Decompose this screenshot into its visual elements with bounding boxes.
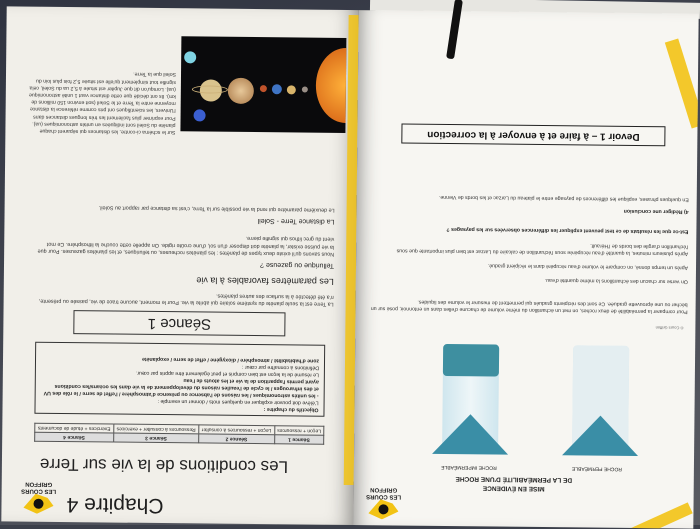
planet-shape	[260, 85, 267, 92]
paragraph: Après plusieurs minutes, la quantité d'eau récupérée sous l'échantillon de calcaire du Larzac est bien plus importante que sous l'échantillon d'argile des bords de l'Hérault.	[396, 242, 689, 257]
objectives-intro: L'élève doit pouvoir expliquer en quelques mots / donner un exemple :	[157, 397, 319, 406]
label-impermeable: ROCHE IMPERMÉABLE	[441, 463, 497, 471]
planet-shape	[272, 84, 282, 94]
saturn-ring-shape	[192, 85, 228, 93]
planet-shape	[302, 86, 308, 92]
section-heading: Les paramètres favorables à la vie	[196, 275, 334, 287]
question-text: En quelques phrases, explique les différences de paysage entre le plateau du Larzac et les bords de Vienne.	[438, 193, 689, 203]
funnel-permeable	[562, 415, 638, 456]
lessons-cell: Leçon + ressources à consulter	[199, 425, 275, 435]
sun-shape	[316, 48, 347, 124]
paragraph: Après un temps donné, on compare le volume d'eau récupéré dans le récipient gradué.	[487, 262, 689, 271]
question: Est-ce que les résultats de ce test peuvent expliquer les différences observées sur les paysages ?	[446, 226, 689, 235]
lessons-header: Séance 2	[199, 434, 275, 444]
paragraph: Pour comparer la perméabilité de deux roches, on met un échantillon du même volume de chacune d'elles dans un entonnoir, posé sur un bécher ou une éprouvette graduée. Ce sont des récipients gradués qui permettent de mesurer le volume des liquides.	[370, 298, 688, 315]
objectives-summary: Le résumé de la leçon est bien compris et peut également être appris par cœur.	[136, 369, 319, 378]
open-book	[1, 6, 698, 528]
planet-shape	[184, 51, 196, 63]
griffon-logo-mark	[368, 499, 398, 519]
lessons-cell: Leçon + ressources	[274, 426, 324, 436]
lessons-header: Séance 3	[113, 433, 198, 443]
griffon-logo	[363, 485, 403, 519]
left-page	[1, 6, 358, 525]
objectives-heading: Objectifs du chapitre :	[263, 406, 319, 413]
paragraph: Nous savons qu'il existe deux types de planètes : les planètes rocheuses, ou telluriques, et les planètes gazeuses. Pour que la vie puisse exister, la planète doit disposer d'un sol, d'une croûte rigide. On appelle cette couche la lithosphère. Ce mot vient du grec lithos qui signifie pierre.	[37, 235, 335, 257]
diagram-title	[404, 474, 624, 494]
objectives-definitions: zone d'habitabilité / atmosphère / dioxygène / effet de serre / exoplanète	[141, 355, 320, 364]
right-page-content	[353, 10, 698, 529]
chapter-tag: Chapitre 4	[66, 493, 164, 518]
griffon-logo-text: LES COURS GRIFFON	[21, 480, 57, 494]
left-page-content	[1, 6, 358, 525]
image-credit: © Cours Griffon	[655, 325, 684, 331]
planet-shape	[287, 85, 296, 94]
planet-shape	[228, 78, 254, 104]
objectives-definitions-label: Définitions à connaître par cœur :	[241, 363, 319, 371]
diagram-title-line: DE LA PERMÉABILITÉ D'UNE ROCHE	[455, 475, 573, 484]
paragraph: On verse sur chacun des échantillons la même quantité d'eau.	[544, 277, 688, 285]
griffon-logo	[18, 480, 58, 514]
devoir-banner: Devoir 1 – à faire et à envoyer à la correction	[401, 124, 665, 147]
seance-heading: Séance 1	[73, 310, 285, 336]
subsection-heading: La distance Terre - Soleil	[257, 217, 335, 225]
paragraph: Le deuxième paramètre qui rend la vie possible sur la Terre, c'est sa distance par rapport au Soleil.	[98, 204, 335, 213]
subsection-heading: Tellurique ou gazeuse ?	[260, 261, 335, 269]
diagram-title-line: MISE EN ÉVIDENCE	[482, 484, 545, 493]
astronomical-unit-note: Sur le schéma ci-contre, les distances qui séparent chaque planète du Soleil sont indiquées en unités astronomiques (ua). Pour exprimer plus facilement les très longues distances dans l'Univers, les scientifiques ont pris comme référence la distance moyenne entre la Terre et le Soleil (soit environ 150 millions de km). Ils ont décidé que cette distance vaut 1 unité astronomique (ua). Lorsqu'on dit que Jupiter est située à 5,2 ua du Soleil, cela signifie tout simplement qu'elle est située 5,2 fois plus loin du Soleil que la Terre.	[28, 71, 177, 136]
water-level	[443, 344, 499, 377]
lessons-header: Séance 1	[274, 435, 324, 445]
objectives-box	[34, 342, 325, 417]
question-heading: 4) Rédiger une conclusion	[623, 207, 689, 215]
griffon-logo-text: LES COURS GRIFFON	[366, 486, 402, 500]
intro-paragraph: La Terre est la seule planète du système solaire qui abrite la vie. Pour le moment, aucune trace de vie, passée ou présente, n'a été détectée à la surface des autres planètes.	[38, 292, 334, 307]
label-permeable: ROCHE PERMÉABLE	[571, 465, 622, 472]
lessons-header: Séance 4	[35, 432, 114, 442]
objectives-list: - les unités astronomiques / les raisons de l'absence ou présence d'atmosphère / l'effet de serre / le rôle des UV et des infrarouges / le cycle de l'eau/les raisons du développement de la vie dans les océans/les conditions ayant permis l'apparition de la vie et les atouts de l'eau	[43, 377, 319, 399]
yellow-tape	[665, 38, 699, 128]
griffon-logo-mark	[23, 494, 53, 514]
right-page	[353, 10, 698, 529]
funnel-impermeable	[432, 414, 508, 455]
solar-system-image	[180, 36, 346, 133]
lessons-cell: Exercices + étude de documents	[35, 423, 114, 433]
lessons-table	[34, 423, 324, 445]
chapter-title: Les conditions de la vie sur Terre	[39, 454, 289, 477]
planet-shape	[194, 109, 206, 121]
lessons-cell: Ressources à consulter + exercices	[114, 424, 199, 434]
